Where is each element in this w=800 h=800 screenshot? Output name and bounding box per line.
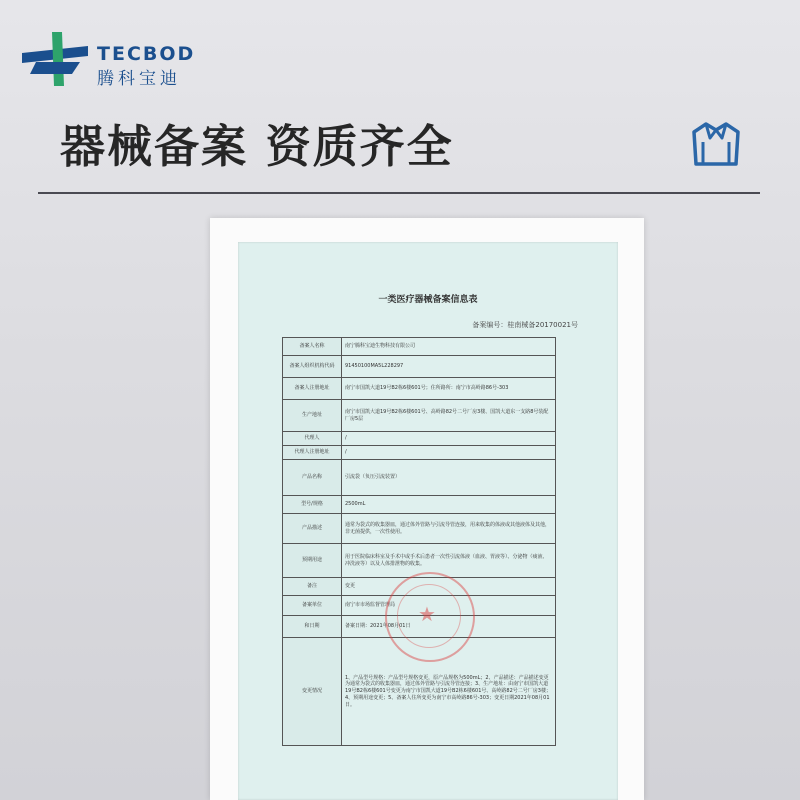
page-headline: 器械备案 资质齐全 [60, 120, 454, 173]
table-row [283, 432, 556, 446]
table-row [283, 514, 556, 544]
row-label: 代理人注册地址 [283, 446, 342, 460]
table-row [283, 460, 556, 496]
row-value: 1、产品型号规格：产品型号规格变更，原产品规格为500mL；2、产品描述：产品描述变更为通常为袋式的收集器皿，通过体外管路与引流导管连接；3、生产地址：由南宁市国凯大道19号B2栋6楼601号变更为南宁市国凯大道19号B2栋6楼601号、高岭路82号二号厂房3楼；4、预期用途变更；5、备案人住所变更为南宁市高岭路86号-303；变更日期2021年08月01日。 [342, 638, 556, 746]
row-value: / [342, 446, 556, 460]
header-divider [38, 192, 760, 194]
row-value: 南宁市国凯大道19号B2栋6楼601号、高岭路82号二号厂房3楼、国凯大道东一支路8号装配厂房5层 [342, 400, 556, 432]
document-title: 一类医疗器械备案信息表 [378, 295, 478, 305]
shirt-icon [690, 118, 742, 170]
row-label: 产品名称 [283, 460, 342, 496]
table-row [283, 378, 556, 400]
row-label: 备注 [283, 578, 342, 596]
certificate-paper [238, 242, 618, 800]
row-value: 南宁市国凯大道19号B2栋6楼601号；住所路所：南宁市高岭路86号-303 [342, 378, 556, 400]
row-label: 产品描述 [283, 514, 342, 544]
table-row [283, 400, 556, 432]
row-value: 变更 [342, 578, 556, 596]
row-label: 备案单位 [283, 596, 342, 616]
row-label: 生产地址 [283, 400, 342, 432]
brand-name-en: TECBOD [97, 43, 196, 65]
table-row [283, 446, 556, 460]
row-value: 南宁腾科宝迪生物科技有限公司 [342, 338, 556, 356]
row-value: / [342, 432, 556, 446]
official-seal: ★ [385, 572, 475, 662]
row-label: 预期用途 [283, 544, 342, 578]
table-row [283, 338, 556, 356]
row-label: 备案人注册地址 [283, 378, 342, 400]
row-value: 91450100MA5L228297 [342, 356, 556, 378]
row-label: 变更情况 [283, 638, 342, 746]
row-value: 南宁市市场监督管理局 [342, 596, 556, 616]
row-value: 用于医院临床科室及手术中或手术后患者一次性引流体液（血液、胃液等）、分泌物（痰液、冲洗液等）以及人体排泄物的收集。 [342, 544, 556, 578]
row-label: 型号/规格 [283, 496, 342, 514]
row-label: 备案人名称 [283, 338, 342, 356]
brand-name-cn: 腾科宝迪 [97, 69, 181, 89]
info-table [282, 337, 556, 746]
table-row [283, 356, 556, 378]
row-value: 备案日期：2021年08月01日 [342, 616, 556, 638]
row-value: 引流袋（负压引流装置） [342, 460, 556, 496]
row-value: 2500mL [342, 496, 556, 514]
record-number: 备案编号：桂南械备20170021号 [472, 321, 578, 329]
row-label: 备案人组织机构代码 [283, 356, 342, 378]
row-label: 代理人 [283, 432, 342, 446]
row-label: 和日期 [283, 616, 342, 638]
row-value: 通常为袋式的收集器皿，通过体外管路与引流导管连接，用来收集的体液或其他液体及其他，非无菌提供，一次性使用。 [342, 514, 556, 544]
table-row [283, 496, 556, 514]
tecbod-logo-icon [22, 28, 102, 90]
